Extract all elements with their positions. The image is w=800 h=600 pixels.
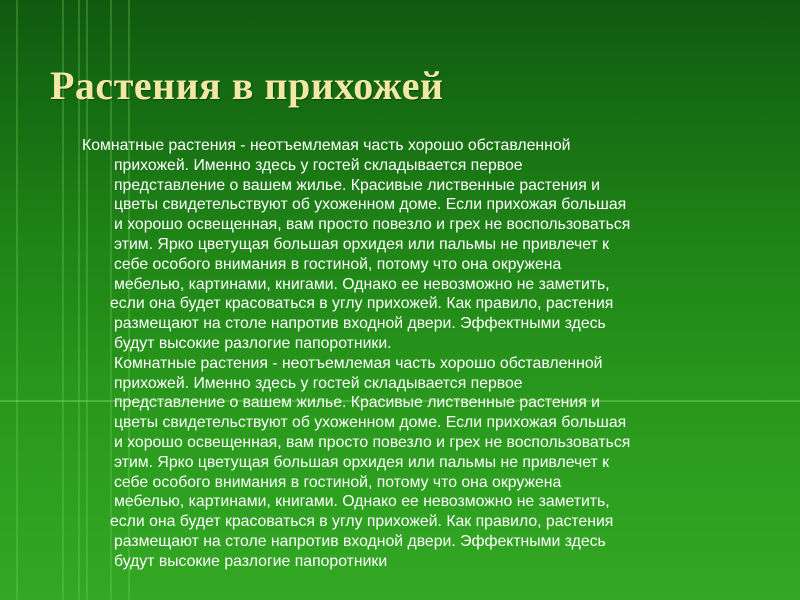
text-line: будут высокие разлогие папоротники bbox=[114, 552, 388, 570]
text-line: если она будет красоваться в углу прихожей. Как правило, растения bbox=[110, 513, 614, 531]
text-line: представление о вашем жилье. Красивые лиственные растения и bbox=[114, 176, 600, 194]
text-line: размещают на столе напротив входной двери. Эффектными здесь bbox=[114, 532, 606, 550]
slide-body-text bbox=[82, 136, 772, 572]
text-line: мебелью, картинами, книгами. Однако ее невозможно не заметить, bbox=[114, 493, 610, 511]
text-line: мебелью, картинами, книгами. Однако ее невозможно не заметить, bbox=[114, 275, 610, 293]
text-line: если она будет красоваться в углу прихожей. Как правило, растения bbox=[110, 295, 614, 313]
text-line: представление о вашем жилье. Красивые лиственные растения и bbox=[114, 394, 600, 412]
text-line: цветы свидетельствуют об ухоженном доме. Если прихожая большая bbox=[114, 414, 627, 432]
text-line: себе особого внимания в гостиной, потому что она окружена bbox=[114, 255, 562, 273]
text-line: цветы свидетельствуют об ухоженном доме. Если прихожая большая bbox=[114, 196, 627, 214]
text-line: и хорошо освещенная, вам просто повезло и грех не воспользоваться bbox=[114, 216, 631, 234]
text-line: себе особого внимания в гостиной, потому что она окружена bbox=[114, 473, 562, 491]
slide-title: Растения в прихожей bbox=[50, 63, 444, 108]
text-line: будут высокие разлогие папоротники. bbox=[114, 334, 392, 352]
text-line: Комнатные растения - неотъемлемая часть хорошо обставленной bbox=[114, 354, 603, 372]
decor-stripe bbox=[16, 0, 18, 600]
text-line: этим. Ярко цветущая большая орхидея или пальмы не привлечет к bbox=[114, 453, 610, 471]
text-line: прихожей. Именно здесь у гостей складывается первое bbox=[114, 156, 523, 174]
text-line: этим. Ярко цветущая большая орхидея или пальмы не привлечет к bbox=[114, 235, 610, 253]
text-line: размещают на столе напротив входной двери. Эффектными здесь bbox=[114, 315, 606, 333]
text-line: Комнатные растения - неотъемлемая часть хорошо обставленной bbox=[82, 137, 571, 154]
text-line: прихожей. Именно здесь у гостей складывается первое bbox=[114, 374, 523, 392]
text-line: и хорошо освещенная, вам просто повезло и грех не воспользоваться bbox=[114, 433, 631, 451]
